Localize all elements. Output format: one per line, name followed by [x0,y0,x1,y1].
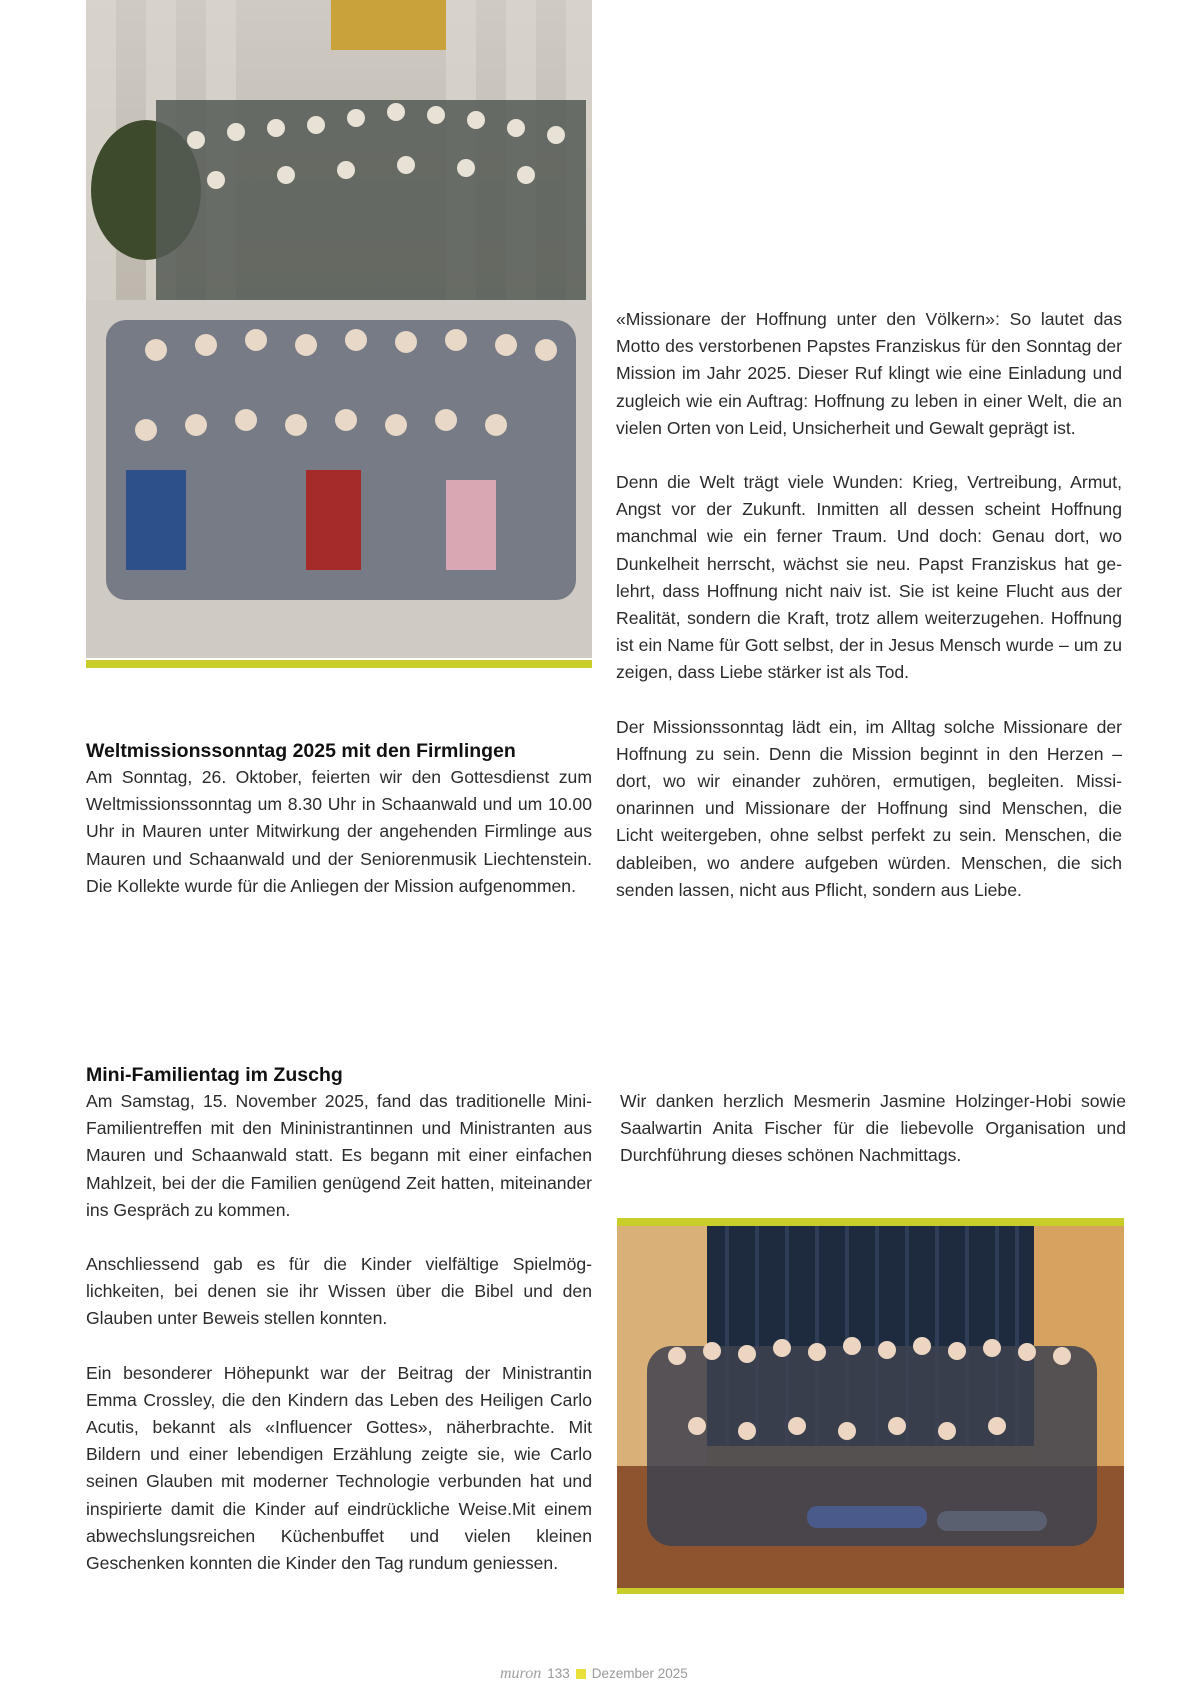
paragraph: Am Samstag, 15. November 2025, fand das traditionelle Mini-Familientreffen mit den Mininistrantinnen und Ministranten aus Mauren und Schaanwald statt. Es begann mit einer einfachen Mahlzeit, bei der die Familien genügend Zeit hatten, miteinander ins Gespräch zu kommen. [86,1091,592,1220]
article-weltmissionssonntag [86,738,592,900]
paragraph: Denn die Welt trägt viele Wunden: Krieg, Vertreibung, Armut, Angst vor der Zukunft. Inmitten all dessen scheint Hoffnung manchmal wie ein ferner Traum. Und doch: Genau dort, wo Dunkelheit herrscht, wächst sie neu. Papst Franziskus hat gelehrt, dass Hoffnung nicht naiv ist. Sie ist keine Flucht aus der Realität, sondern die Kraft, trotz allem weiterzugehen. Hoffnung ist ein Name für Gott selbst, der in Jesus Mensch wurde – um zu zeigen, dass Liebe stärker ist als Tod. [616,472,1122,683]
footer-issue-number: 133 [547,1666,570,1681]
article-mini-familientag [86,1062,592,1577]
footer-brand: muron [500,1665,542,1682]
article-title: Weltmissionssonntag 2025 mit den Firmlingen [86,740,516,762]
footer-square-icon [576,1669,586,1679]
photo-familientag-accent-bar [617,1218,1124,1226]
photo-familientag-image [617,1226,1124,1588]
photo-familientag-bottom-bar [617,1588,1124,1594]
thanks-paragraph: Wir danken herzlich Mesmerin Jasmine Holzinger-Hobi sowie Saalwartin Anita Fischer für die liebevolle Organisation und Durchführung dieses schönen Nachmittags. [620,1091,1126,1166]
photo-church-group-image [86,0,592,658]
paragraph: Ein besonderer Höhepunkt war der Beitrag der Ministrantin Emma Crossley, die den Kindern das Leben des Heiligen Carlo Acutis, bekannt als «Influencer Gottes», näherbrachte. Mit Bildern und einer lebendigen Erzählung zeigte sie, wie Carlo seinen Glauben mit moderner Technologie verbunden hat und inspirierte damit die Kinder auf eindrückliche Weise.Mit einem abwechslungsreichen Küchenbuffet und vielen kleinen Geschenken konnten die Kinder den Tag rundum geniessen. [86,1362,592,1574]
article-body: Am Sonntag, 26. Oktober, feierten wir den Gottesdienst zum Weltmissionssonntag um 8.30 Uhr in Schaanwald und um 10.00 Uhr in Mauren unter Mitwirkung der angehenden Firmlinge aus Mauren und Schaanwald und der Seniorenmusik Liechtenstein. Die Kollekte wurde für die Anliegen der Mission aufgenommen. [86,767,592,896]
paragraph: «Missionare der Hoffnung unter den Völkern»: So lautet das Motto des verstorbenen Papstes Franziskus für den Sonntag der Mission im Jahr 2025. Dieser Ruf klingt wie eine Einladung und zugleich wie ein Auftrag: Hoffnung zu leben in einer Welt, die an vielen Orten von Leid, Unsicherheit und Gewalt geprägt ist. [616,309,1122,438]
photo-church-group [86,0,592,658]
photo-church-group-accent-bar [86,660,592,668]
photo-familientag-group [617,1226,1124,1588]
paragraph: Anschliessend gab es für die Kinder vielfältige Spielmöglichkeiten, bei denen sie ihr Wissen über die Bibel und den Glauben unter Beweis stellen konnten. [86,1254,592,1329]
page-footer [500,1665,688,1683]
footer-date: Dezember 2025 [591,1666,688,1681]
paragraph: Der Missionssonntag lädt ein, im Alltag solche Missionare der Hoffnung zu sein. Denn die Mission beginnt in den Herzen – dort, wo wir einander zuhören, ermutigen, begleiten. Missionarinnen und Missionare der Hoffnung sind Menschen, die Licht weitergeben, ohne selbst perfekt zu sein. Menschen, die dableiben, wo andere aufgeben würden. Menschen, die sich senden lassen, nicht aus Pflicht, sondern aus Liebe. [616,716,1122,900]
article-thanks [620,1088,1126,1170]
article-title: Mini-Familientag im Zuschg [86,1064,343,1086]
right-column-text [616,306,1122,904]
